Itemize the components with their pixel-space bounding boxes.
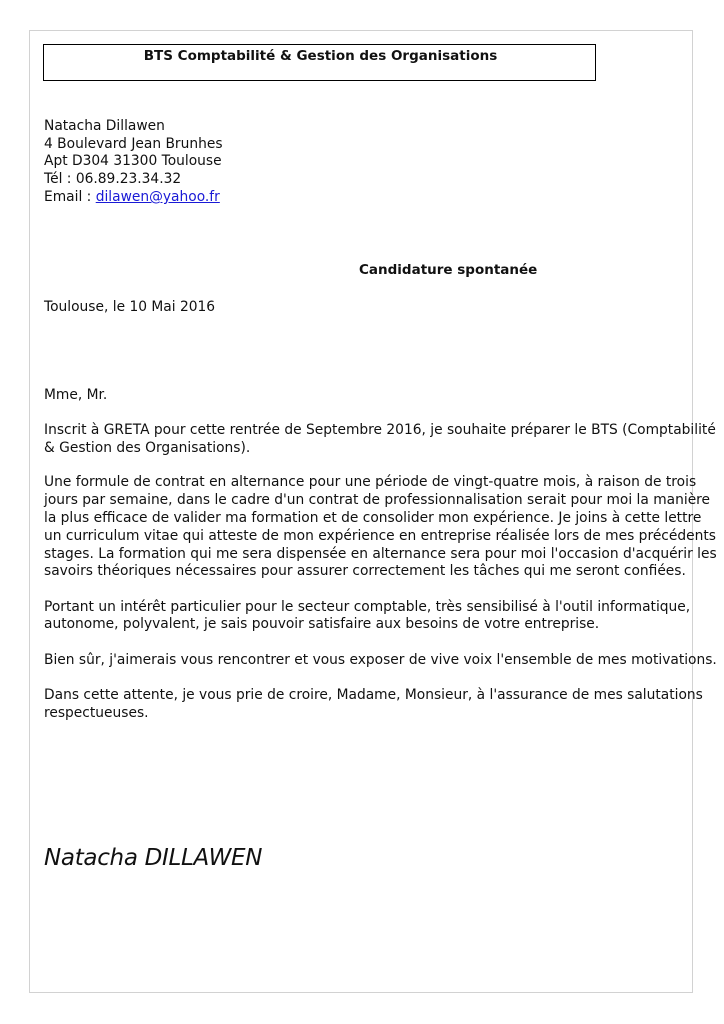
header-title: BTS Comptabilité & Gestion des Organisations bbox=[143, 48, 498, 64]
sender-email-link[interactable]: dilawen@yahoo.fr bbox=[95, 189, 220, 205]
paragraph-2-line-2: jours par semaine, dans le cadre d'un contrat de professionnalisation serait pour moi la manière bbox=[44, 492, 711, 508]
paragraph-1-line-1: Inscrit à GRETA pour cette rentrée de Septembre 2016, je souhaite préparer le BTS (Comptabilité bbox=[44, 422, 716, 438]
paragraph-2-line-4: un curriculum vitae qui atteste de mon expérience en entreprise réalisée lors de mes précédents bbox=[44, 528, 716, 544]
paragraph-2-line-5: stages. La formation qui me sera dispensée en alternance sera pour moi l'occasion d'acquérir les bbox=[44, 546, 717, 562]
paragraph-2-line-6: savoirs théoriques nécessaires pour assurer correctement les tâches qui me seront confiées. bbox=[44, 563, 686, 579]
sender-email-line bbox=[44, 188, 220, 206]
sender-city: Apt D304 31300 Toulouse bbox=[44, 153, 222, 169]
paragraph-5-line-2: respectueuses. bbox=[44, 705, 149, 721]
salutation: Mme, Mr. bbox=[44, 387, 108, 403]
sender-phone: Tél : 06.89.23.34.32 bbox=[44, 171, 182, 187]
sender-name: Natacha Dillawen bbox=[44, 118, 165, 134]
signature: Natacha DILLAWEN bbox=[44, 845, 263, 871]
paragraph-2-line-3: la plus efficace de valider ma formation et de consolider mon expérience. Je joins à cette lettre bbox=[44, 510, 702, 526]
paragraph-4-line-1: Bien sûr, j'aimerais vous rencontrer et vous exposer de vive voix l'ensemble de mes motivations. bbox=[44, 652, 717, 668]
paragraph-5-line-1: Dans cette attente, je vous prie de croire, Madame, Monsieur, à l'assurance de mes salutations bbox=[44, 687, 703, 703]
sender-email-label: Email : bbox=[44, 189, 96, 205]
place-date: Toulouse, le 10 Mai 2016 bbox=[44, 299, 216, 315]
sender-street: 4 Boulevard Jean Brunhes bbox=[44, 136, 223, 152]
header-box bbox=[43, 44, 596, 81]
letter-subject: Candidature spontanée bbox=[359, 262, 538, 278]
paragraph-2-line-1: Une formule de contrat en alternance pour une période de vingt-quatre mois, à raison de trois bbox=[44, 474, 697, 490]
paragraph-1-line-2: & Gestion des Organisations). bbox=[44, 440, 251, 456]
paragraph-3-line-1: Portant un intérêt particulier pour le secteur comptable, très sensibilisé à l'outil informatique, bbox=[44, 599, 691, 615]
paragraph-3-line-2: autonome, polyvalent, je sais pouvoir satisfaire aux besoins de votre entreprise. bbox=[44, 616, 600, 632]
